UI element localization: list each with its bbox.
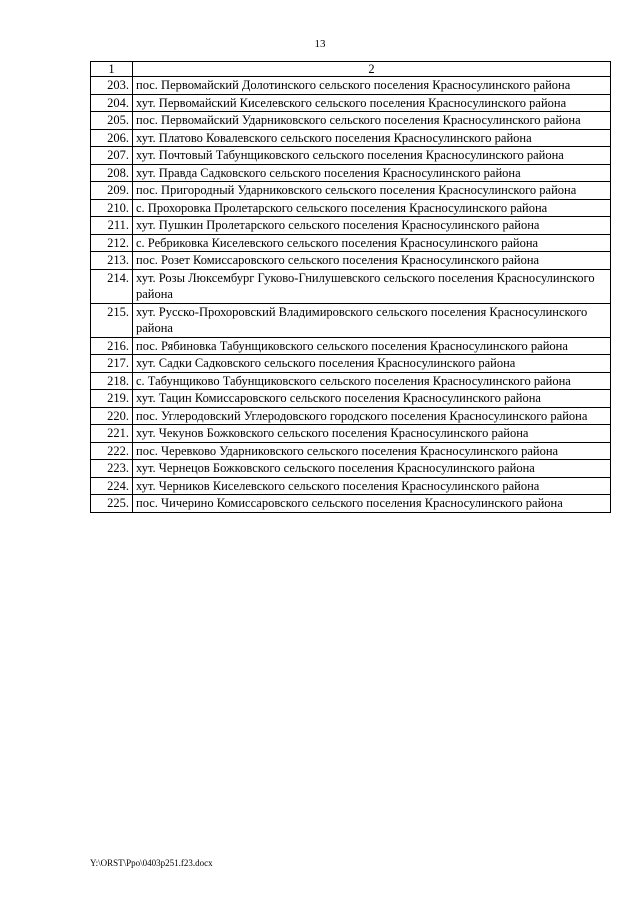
column-header-number: 1	[91, 62, 133, 77]
table-row	[91, 407, 611, 425]
settlement-name: хут. Розы Люксембург Гуково-Гнилушевского сельского поселения Красносулинского района	[133, 269, 611, 303]
settlement-name: пос. Первомайский Ударниковского сельского поселения Красносулинского района	[133, 112, 611, 130]
row-number: 224.	[91, 477, 133, 495]
row-number: 225.	[91, 495, 133, 513]
row-number: 220.	[91, 407, 133, 425]
settlement-name: хут. Правда Садковского сельского поселения Красносулинского района	[133, 164, 611, 182]
row-number: 208.	[91, 164, 133, 182]
table-row	[91, 147, 611, 165]
table-row	[91, 442, 611, 460]
table-header-row	[91, 62, 611, 77]
settlement-name: с. Прохоровка Пролетарского сельского поселения Красносулинского района	[133, 199, 611, 217]
settlements-table	[90, 61, 611, 513]
row-number: 212.	[91, 234, 133, 252]
table-row	[91, 234, 611, 252]
row-number: 214.	[91, 269, 133, 303]
row-number: 204.	[91, 94, 133, 112]
row-number: 206.	[91, 129, 133, 147]
row-number: 211.	[91, 217, 133, 235]
row-number: 215.	[91, 303, 133, 337]
table-row	[91, 94, 611, 112]
settlement-name: с. Табунщиково Табунщиковского сельского поселения Красносулинского района	[133, 372, 611, 390]
table-row	[91, 77, 611, 95]
row-number: 207.	[91, 147, 133, 165]
table-row	[91, 182, 611, 200]
settlement-name: хут. Чекунов Божковского сельского поселения Красносулинского района	[133, 425, 611, 443]
row-number: 205.	[91, 112, 133, 130]
settlement-name: пос. Первомайский Долотинского сельского поселения Красносулинского района	[133, 77, 611, 95]
row-number: 221.	[91, 425, 133, 443]
settlement-name: пос. Углеродовский Углеродовского городского поселения Красносулинского района	[133, 407, 611, 425]
settlement-name: хут. Почтовый Табунщиковского сельского поселения Красносулинского района	[133, 147, 611, 165]
row-number: 203.	[91, 77, 133, 95]
table-row	[91, 477, 611, 495]
table-row	[91, 390, 611, 408]
row-number: 216.	[91, 337, 133, 355]
table-row	[91, 164, 611, 182]
table-row	[91, 112, 611, 130]
row-number: 223.	[91, 460, 133, 478]
row-number: 209.	[91, 182, 133, 200]
table-row	[91, 217, 611, 235]
column-header-name: 2	[133, 62, 611, 77]
table-row	[91, 372, 611, 390]
table-row	[91, 337, 611, 355]
table-row	[91, 252, 611, 270]
settlement-name: хут. Садки Садковского сельского поселения Красносулинского района	[133, 355, 611, 373]
row-number: 222.	[91, 442, 133, 460]
settlement-name: хут. Тацин Комиссаровского сельского поселения Красносулинского района	[133, 390, 611, 408]
settlement-name: пос. Рябиновка Табунщиковского сельского поселения Красносулинского района	[133, 337, 611, 355]
table-row	[91, 303, 611, 337]
table-row	[91, 199, 611, 217]
file-path-footer: Y:\ORST\Ppo\0403p251.f23.docx	[90, 858, 213, 868]
table-row	[91, 269, 611, 303]
table-row	[91, 460, 611, 478]
page-number: 13	[314, 38, 326, 50]
row-number: 218.	[91, 372, 133, 390]
settlement-name: хут. Платово Ковалевского сельского поселения Красносулинского района	[133, 129, 611, 147]
table-row	[91, 355, 611, 373]
row-number: 213.	[91, 252, 133, 270]
table-body	[91, 77, 611, 513]
row-number: 219.	[91, 390, 133, 408]
settlement-name: пос. Чичерино Комиссаровского сельского поселения Красносулинского района	[133, 495, 611, 513]
row-number: 217.	[91, 355, 133, 373]
settlement-name: пос. Пригородный Ударниковского сельского поселения Красносулинского района	[133, 182, 611, 200]
row-number: 210.	[91, 199, 133, 217]
settlement-name: хут. Первомайский Киселевского сельского поселения Красносулинского района	[133, 94, 611, 112]
settlement-name: хут. Чернецов Божковского сельского поселения Красносулинского района	[133, 460, 611, 478]
settlement-name: с. Ребриковка Киселевского сельского поселения Красносулинского района	[133, 234, 611, 252]
settlement-name: хут. Русско-Прохоровский Владимировского сельского поселения Красносулинского района	[133, 303, 611, 337]
settlement-name: пос. Черевково Ударниковского сельского поселения Красносулинского района	[133, 442, 611, 460]
table-row	[91, 495, 611, 513]
settlement-name: хут. Пушкин Пролетарского сельского поселения Красносулинского района	[133, 217, 611, 235]
settlement-name: пос. Розет Комиссаровского сельского поселения Красносулинского района	[133, 252, 611, 270]
table-row	[91, 129, 611, 147]
settlement-name: хут. Черников Киселевского сельского поселения Красносулинского района	[133, 477, 611, 495]
table-row	[91, 425, 611, 443]
